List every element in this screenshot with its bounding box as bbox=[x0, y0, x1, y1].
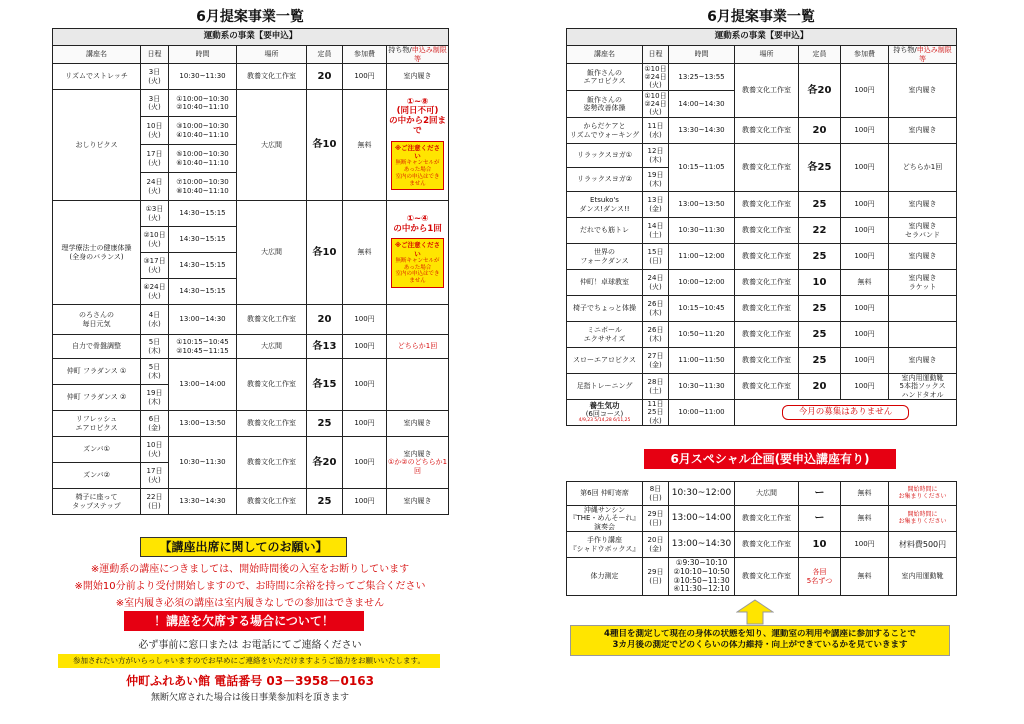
table-row bbox=[567, 348, 957, 374]
request-line-1: ※運動系の講座につきましては、開始時間後の入室をお断りしています bbox=[90, 564, 410, 575]
special-time: 13:00~14:00 bbox=[669, 506, 735, 532]
course-place: 大広間 bbox=[237, 201, 307, 305]
course-date: 17日 (火) bbox=[141, 463, 169, 489]
course-capacity: 25 bbox=[307, 489, 343, 515]
header-name: 講座名 bbox=[567, 46, 643, 64]
course-time: 13:25~13:55 bbox=[669, 64, 735, 91]
course-date: ①10日 ②24日 (火) bbox=[644, 64, 667, 90]
left-schedule-table bbox=[52, 28, 449, 515]
course-time: 14:30~15:15 bbox=[169, 279, 237, 305]
special-date: 8日 (日) bbox=[643, 482, 669, 506]
course-fee: 100円 bbox=[841, 118, 889, 144]
course-time: 10:30~11:30 bbox=[669, 374, 735, 400]
table-row bbox=[53, 489, 449, 515]
request-line-2: ※開始10分前より受付開始しますので、お時間に余裕を持ってご集合ください bbox=[74, 581, 426, 592]
footer-note: 無断欠席された場合は後日事業参加料を頂きます bbox=[150, 693, 349, 703]
course-capacity: 各15 bbox=[307, 359, 343, 411]
header-bring-label: 持ち物/ bbox=[388, 46, 412, 55]
course-fee: 100円 bbox=[841, 64, 889, 118]
course-note-cell bbox=[735, 400, 957, 426]
course-name: 理学療法士の健康体操 (全身のバランス) bbox=[53, 201, 141, 305]
contact-line: 仲町ふれあい館 電話番号 03－3958－0163 bbox=[126, 674, 374, 688]
course-date: 5日 (木) bbox=[141, 335, 169, 359]
course-name: 足指トレーニング bbox=[567, 374, 643, 400]
course-time: 13:00~13:50 bbox=[169, 411, 237, 437]
table-row bbox=[567, 296, 957, 322]
course-place: 教養文化工作室 bbox=[735, 296, 799, 322]
course-fee: 100円 bbox=[841, 218, 889, 244]
course-time: 10:00~12:00 bbox=[669, 270, 735, 296]
course-name: スローエアロビクス bbox=[567, 348, 643, 374]
course-bring: 室内履き bbox=[403, 450, 432, 459]
course-place: 教養文化工作室 bbox=[237, 437, 307, 489]
course-capacity: 10 bbox=[799, 270, 841, 296]
special-place: 教養文化工作室 bbox=[735, 506, 799, 532]
notice-box bbox=[391, 141, 444, 191]
course-date: 3日 (火) bbox=[141, 64, 169, 90]
course-date: ①10日 ②24日 (火) bbox=[644, 91, 667, 117]
course-date: 26日 (木) bbox=[643, 322, 669, 348]
course-capacity: 各25 bbox=[799, 144, 841, 192]
course-name: 仲町！卓球教室 bbox=[567, 270, 643, 296]
course-name: 仲町 フラダンス ② bbox=[53, 385, 141, 411]
course-name: 飯作さんの 姿勢改善体操 bbox=[567, 91, 643, 118]
request-line-3: ※室内履き必須の講座は室内履きなしでの参加はできません bbox=[115, 598, 385, 609]
special-fee: 無料 bbox=[841, 558, 889, 596]
course-date: 28日 (土) bbox=[643, 374, 669, 400]
course-time: 13:30~14:30 bbox=[669, 118, 735, 144]
right-schedule-table bbox=[566, 28, 957, 426]
course-date: 15日 (日) bbox=[643, 244, 669, 270]
up-arrow-icon bbox=[736, 599, 774, 625]
course-capacity: 20 bbox=[799, 118, 841, 144]
special-capacity: ー bbox=[799, 506, 841, 532]
special-bring: 開始時間に お集まりください bbox=[889, 506, 957, 532]
course-capacity: 25 bbox=[799, 244, 841, 270]
special-capacity: 10 bbox=[799, 532, 841, 558]
course-bring: 室内履き bbox=[387, 64, 449, 90]
course-capacity: 25 bbox=[799, 322, 841, 348]
special-name: 体力測定 bbox=[567, 558, 643, 596]
course-place: 教養文化工作室 bbox=[735, 270, 799, 296]
special-time: ①9:30~10:10 ②10:10~10:50 ③10:50~11:30 ④11:30~12:10 bbox=[669, 558, 735, 596]
course-date: 26日 (木) bbox=[643, 296, 669, 322]
header-bring-note: 申込み制限等 bbox=[916, 46, 952, 63]
special-place: 教養文化工作室 bbox=[735, 532, 799, 558]
course-date: 5日 (木) bbox=[141, 359, 169, 385]
left-page-title: 6月提案事業一覧 bbox=[196, 9, 304, 25]
course-time: 10:15~11:05 bbox=[669, 144, 735, 192]
table-row bbox=[53, 359, 449, 385]
course-time: 13:00~14:30 bbox=[169, 305, 237, 335]
table-row bbox=[53, 437, 449, 463]
course-date: 3日 (火) bbox=[141, 90, 169, 117]
absent-banner: ！講座を欠席する場合について！ bbox=[124, 611, 364, 631]
header-fee: 参加費 bbox=[343, 46, 387, 64]
course-name: Etsuko's ダンス!ダンス!! bbox=[567, 192, 643, 218]
course-time: 10:00~11:00 bbox=[669, 400, 735, 426]
left-page bbox=[52, 0, 448, 515]
left-band-title: 運動系の事業【要申込】 bbox=[53, 29, 449, 46]
course-bring: 室内履き bbox=[889, 64, 957, 118]
notice-head: ※ご注意ください bbox=[394, 241, 441, 258]
special-name: 第6回 仲町寄席 bbox=[567, 482, 643, 506]
special-bring: 開始時間に お集まりください bbox=[889, 482, 957, 506]
course-date: 19日 (木) bbox=[643, 168, 669, 192]
course-date: 6日 (金) bbox=[141, 411, 169, 437]
course-place: 教養文化工作室 bbox=[237, 359, 307, 411]
course-bring: 室内履き bbox=[889, 192, 957, 218]
course-name: 養生気功 bbox=[589, 400, 620, 410]
course-bring bbox=[387, 305, 449, 335]
special-fee: 無料 bbox=[841, 482, 889, 506]
measure-box bbox=[570, 625, 950, 656]
course-name: 世界の フォークダンス bbox=[567, 244, 643, 270]
course-place: 教養文化工作室 bbox=[735, 64, 799, 118]
course-bring: 室内履き bbox=[889, 348, 957, 374]
course-fee: 100円 bbox=[841, 374, 889, 400]
course-fee: 100円 bbox=[841, 192, 889, 218]
course-time: 10:15~10:45 bbox=[669, 296, 735, 322]
course-time: 14:30~15:15 bbox=[169, 201, 237, 227]
course-date: 12日 (木) bbox=[643, 144, 669, 168]
table-row bbox=[567, 192, 957, 218]
course-place: 教養文化工作室 bbox=[735, 118, 799, 144]
course-fee: 無料 bbox=[343, 201, 387, 305]
absent-line: 必ず事前に窓口または お電話にてご連絡ください bbox=[138, 640, 362, 651]
special-capacity: ー bbox=[799, 482, 841, 506]
course-name: ズンバ① bbox=[53, 437, 141, 463]
course-capacity: 各13 bbox=[307, 335, 343, 359]
notice-head: ※ご注意ください bbox=[394, 143, 441, 160]
table-row bbox=[567, 144, 957, 168]
course-name: リラックスヨガ① bbox=[567, 144, 643, 168]
special-table bbox=[566, 481, 957, 596]
course-place: 教養文化工作室 bbox=[735, 244, 799, 270]
special-table-wrap bbox=[566, 481, 956, 596]
header-bring bbox=[387, 46, 449, 64]
notice-body: 無断キャンセルが あった場合 室内の申込はできません bbox=[395, 159, 440, 187]
course-date: 4日 (水) bbox=[141, 305, 169, 335]
table-row bbox=[53, 90, 449, 117]
course-time: ①10:00~10:30 ②10:40~11:10 bbox=[169, 90, 237, 117]
course-time: 10:50~11:20 bbox=[669, 322, 735, 348]
course-time: ③10:00~10:30 ④10:40~11:10 bbox=[169, 117, 237, 145]
special-time: 10:30~12:00 bbox=[669, 482, 735, 506]
course-time: ⑦10:00~10:30 ⑧10:40~11:10 bbox=[169, 173, 237, 201]
course-place: 教養文化工作室 bbox=[735, 144, 799, 192]
course-bring: 室内履き bbox=[387, 411, 449, 437]
course-capacity: 25 bbox=[799, 192, 841, 218]
course-time: 14:00~14:30 bbox=[669, 91, 735, 118]
course-date: 22日 (日) bbox=[141, 489, 169, 515]
special-place: 大広間 bbox=[735, 482, 799, 506]
course-name: 椅子でちょっと体操 bbox=[567, 296, 643, 322]
header-name: 講座名 bbox=[53, 46, 141, 64]
header-place: 場所 bbox=[237, 46, 307, 64]
course-name: ズンバ② bbox=[53, 463, 141, 489]
course-time: ①10:15~10:45 ②10:45~11:15 bbox=[169, 335, 237, 359]
table-row bbox=[567, 270, 957, 296]
course-fee: 100円 bbox=[343, 335, 387, 359]
course-bring: 室内履き bbox=[889, 118, 957, 144]
course-date: ④24日 (火) bbox=[141, 279, 169, 305]
course-name-cell bbox=[567, 400, 643, 426]
measure-line-1: 4種目を測定して現在の身体の状態を知り、運動室の利用や講座に参加することで bbox=[604, 629, 916, 639]
header-date: 日程 bbox=[141, 46, 169, 64]
course-date: 24日 (火) bbox=[141, 173, 169, 201]
course-name: からだケアと リズムでウォーキング bbox=[567, 118, 643, 144]
course-fee: 100円 bbox=[841, 348, 889, 374]
no-recruit-note: 今月の募集はありません bbox=[782, 405, 910, 421]
course-bring: 室内履き bbox=[387, 489, 449, 515]
right-page bbox=[566, 0, 956, 426]
course-time: 13:30~14:30 bbox=[169, 489, 237, 515]
course-limit: ①~⑧ (同日不可) の中から2回まで bbox=[389, 96, 446, 136]
course-place: 教養文化工作室 bbox=[237, 305, 307, 335]
header-bring bbox=[889, 46, 957, 64]
course-fee: 100円 bbox=[343, 305, 387, 335]
header-bring-label: 持ち物/ bbox=[893, 46, 917, 55]
course-time: 10:30~11:30 bbox=[169, 64, 237, 90]
course-place: 教養文化工作室 bbox=[237, 411, 307, 437]
course-name: ミニボール エクササイズ bbox=[567, 322, 643, 348]
special-name: 手作り講座 『シャドウボックス』 bbox=[567, 532, 643, 558]
course-date: 17日 (火) bbox=[141, 145, 169, 173]
course-time: 11:00~12:00 bbox=[669, 244, 735, 270]
table-row bbox=[567, 532, 957, 558]
course-name: 仲町 フラダンス ① bbox=[53, 359, 141, 385]
course-capacity: 各20 bbox=[799, 64, 841, 118]
header-capacity: 定員 bbox=[799, 46, 841, 64]
table-row bbox=[567, 244, 957, 270]
table-row bbox=[567, 118, 957, 144]
table-row bbox=[567, 482, 957, 506]
table-row bbox=[567, 64, 957, 91]
course-fee: 無料 bbox=[343, 90, 387, 201]
course-fee: 100円 bbox=[841, 144, 889, 192]
table-row bbox=[567, 558, 957, 596]
course-time: ⑤10:00~10:30 ⑥10:40~11:10 bbox=[169, 145, 237, 173]
course-fee: 100円 bbox=[841, 322, 889, 348]
course-time: 10:30~11:30 bbox=[169, 437, 237, 489]
table-row bbox=[567, 506, 957, 532]
special-capacity: 各回 5名ずつ bbox=[799, 558, 841, 596]
course-capacity: 25 bbox=[307, 411, 343, 437]
header-capacity: 定員 bbox=[307, 46, 343, 64]
course-date: 24日 (火) bbox=[643, 270, 669, 296]
course-date: ①3日 (火) bbox=[141, 201, 169, 227]
course-limit: ①か②のどちらか1回 bbox=[388, 458, 448, 475]
course-bring bbox=[889, 322, 957, 348]
course-name: 椅子に座って タップステップ bbox=[53, 489, 141, 515]
course-time: 11:00~11:50 bbox=[669, 348, 735, 374]
course-date: 11日 (水) bbox=[643, 118, 669, 144]
course-place: 教養文化工作室 bbox=[237, 64, 307, 90]
table-row bbox=[567, 400, 957, 426]
course-name: だれでも筋トレ bbox=[567, 218, 643, 244]
course-past-dates: 4/9,23 5/14,28 6/11,25 bbox=[578, 418, 631, 424]
course-bring: 室内履き ラケット bbox=[889, 270, 957, 296]
table-row bbox=[567, 322, 957, 348]
notice-box bbox=[391, 238, 444, 288]
course-limit-cell bbox=[387, 201, 449, 305]
course-bring: どちらか1回 bbox=[889, 144, 957, 192]
course-fee: 100円 bbox=[343, 411, 387, 437]
course-time: 13:00~13:50 bbox=[669, 192, 735, 218]
course-capacity: 22 bbox=[799, 218, 841, 244]
course-name: リズムでストレッチ bbox=[53, 64, 141, 90]
table-row bbox=[53, 64, 449, 90]
course-capacity: 各10 bbox=[307, 90, 343, 201]
course-capacity: 25 bbox=[799, 296, 841, 322]
course-place: 教養文化工作室 bbox=[735, 192, 799, 218]
header-date: 日程 bbox=[643, 46, 669, 64]
course-place: 大広間 bbox=[237, 90, 307, 201]
special-time: 13:00~14:30 bbox=[669, 532, 735, 558]
course-capacity: 各10 bbox=[307, 201, 343, 305]
course-date: ②10日 (火) bbox=[141, 227, 169, 253]
table-row bbox=[567, 218, 957, 244]
special-banner: 6月スペシャル企画(要申込講座有り) bbox=[644, 449, 896, 469]
course-name: おしりピクス bbox=[53, 90, 141, 201]
course-bring: どちらか1回 bbox=[387, 335, 449, 359]
course-name: リラックスヨガ② bbox=[567, 168, 643, 192]
course-date: 27日 (金) bbox=[643, 348, 669, 374]
course-capacity: 20 bbox=[307, 305, 343, 335]
course-place: 大広間 bbox=[237, 335, 307, 359]
special-fee: 無料 bbox=[841, 506, 889, 532]
header-bring-note: 申込み制限等 bbox=[411, 46, 447, 63]
course-bring bbox=[889, 296, 957, 322]
right-page-title: 6月提案事業一覧 bbox=[707, 9, 815, 25]
header-fee: 参加費 bbox=[841, 46, 889, 64]
course-name: 自力で骨盤調整 bbox=[53, 335, 141, 359]
header-place: 場所 bbox=[735, 46, 799, 64]
course-fee: 100円 bbox=[343, 359, 387, 411]
course-name: リフレッシュ エアロビクス bbox=[53, 411, 141, 437]
measure-line-2: 3カ月後の測定でどのくらいの体力維持・向上ができているかを見ていきます bbox=[612, 640, 908, 651]
course-date: 11日 25日 (水) bbox=[643, 400, 669, 426]
course-place: 教養文化工作室 bbox=[735, 348, 799, 374]
course-time: 14:30~15:15 bbox=[169, 253, 237, 279]
course-time: 14:30~15:15 bbox=[169, 227, 237, 253]
course-date: 10日 (火) bbox=[141, 437, 169, 463]
special-date: 29日 (日) bbox=[643, 506, 669, 532]
table-row bbox=[53, 411, 449, 437]
course-limit: ①~④ の中から1回 bbox=[393, 213, 442, 234]
course-name: のろさんの 毎日元気 bbox=[53, 305, 141, 335]
header-time: 時間 bbox=[669, 46, 735, 64]
course-date: 19日 (木) bbox=[141, 385, 169, 411]
special-date: 20日 (金) bbox=[643, 532, 669, 558]
special-name: 沖縄サンシン 『THE・めんそーれ』演奏会 bbox=[567, 506, 643, 532]
course-time: 13:00~14:00 bbox=[169, 359, 237, 411]
course-name: 飯作さんの エアロビクス bbox=[567, 64, 643, 91]
special-fee: 100円 bbox=[841, 532, 889, 558]
course-fee: 100円 bbox=[343, 489, 387, 515]
course-fee: 100円 bbox=[343, 64, 387, 90]
yellow-note: 参加されたい方がいらっしゃいますのでお早めにご連絡をいただけますようご協力をお願いいたします。 bbox=[58, 654, 440, 668]
request-banner: 【講座出席に関してのお願い】 bbox=[140, 537, 347, 557]
course-fee: 無料 bbox=[841, 270, 889, 296]
table-row bbox=[53, 305, 449, 335]
course-bring bbox=[387, 359, 449, 411]
course-fee: 100円 bbox=[343, 437, 387, 489]
special-bring: 室内用運動靴 bbox=[889, 558, 957, 596]
course-limit-cell bbox=[387, 90, 449, 201]
course-place: 教養文化工作室 bbox=[237, 489, 307, 515]
course-capacity: 20 bbox=[799, 374, 841, 400]
table-row bbox=[567, 374, 957, 400]
header-time: 時間 bbox=[169, 46, 237, 64]
course-place: 教養文化工作室 bbox=[735, 374, 799, 400]
special-date: 29日 (日) bbox=[643, 558, 669, 596]
course-time: 10:30~11:30 bbox=[669, 218, 735, 244]
course-bring: 室内履き bbox=[889, 244, 957, 270]
course-date: ③17日 (火) bbox=[141, 253, 169, 279]
course-date: 14日 (土) bbox=[643, 218, 669, 244]
special-bring: 材料費500円 bbox=[889, 532, 957, 558]
course-date: 10日 (火) bbox=[141, 117, 169, 145]
course-bring-cell bbox=[387, 437, 449, 489]
special-place: 教養文化工作室 bbox=[735, 558, 799, 596]
course-place: 教養文化工作室 bbox=[735, 322, 799, 348]
table-row bbox=[53, 335, 449, 359]
course-capacity: 各20 bbox=[307, 437, 343, 489]
table-row bbox=[53, 201, 449, 227]
course-bring: 室内履き セラバンド bbox=[889, 218, 957, 244]
notice-body: 無断キャンセルが あった場合 室内の申込はできません bbox=[395, 257, 440, 285]
course-capacity: 20 bbox=[307, 64, 343, 90]
course-sub: (6回コース) bbox=[585, 410, 624, 419]
course-capacity: 25 bbox=[799, 348, 841, 374]
course-fee: 100円 bbox=[841, 244, 889, 270]
course-fee: 100円 bbox=[841, 296, 889, 322]
course-date: 13日 (金) bbox=[643, 192, 669, 218]
course-place: 教養文化工作室 bbox=[735, 218, 799, 244]
right-band-title: 運動系の事業【要申込】 bbox=[567, 29, 957, 46]
course-bring: 室内用運動靴 5本指ソックス ハンドタオル bbox=[889, 374, 957, 400]
